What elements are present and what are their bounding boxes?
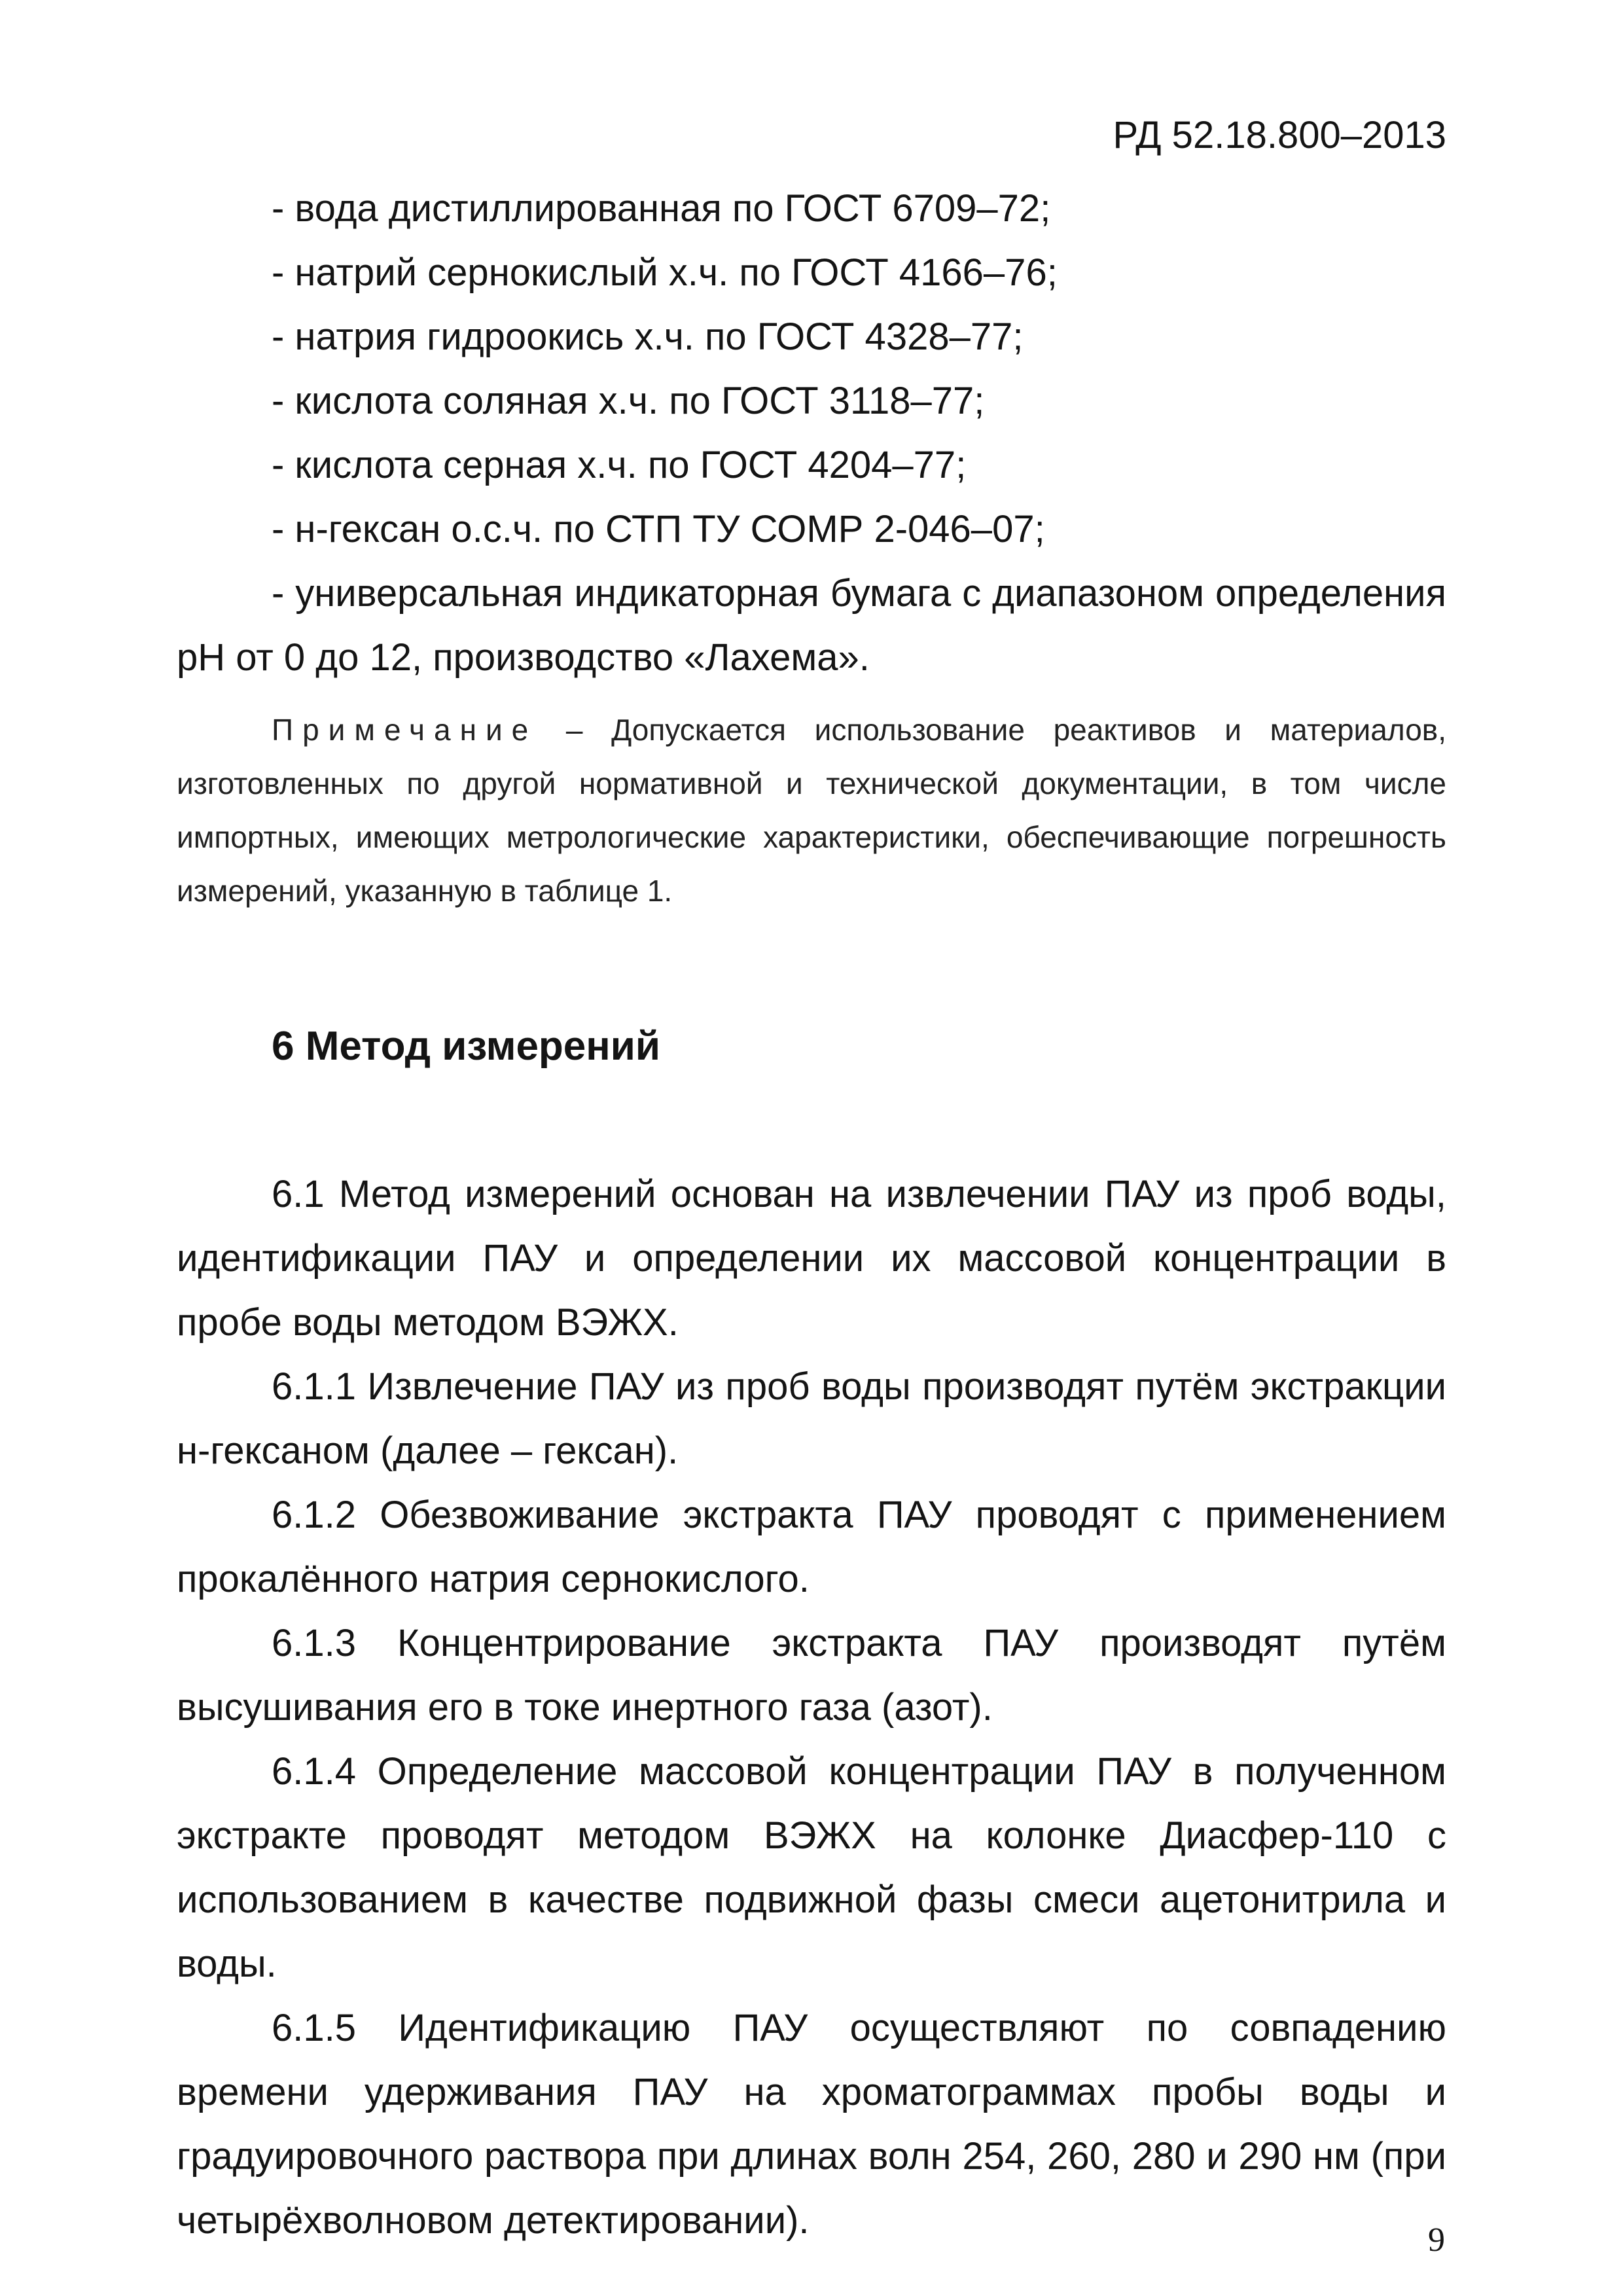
page-content [177, 177, 1446, 2253]
list-item: - кислота серная х.ч. по ГОСТ 4204–77; [272, 444, 967, 486]
page-number: 9 [1428, 2221, 1445, 2259]
list-item: - кислота соляная х.ч. по ГОСТ 3118–77; [272, 380, 985, 422]
paragraph: 6.1.4 Определение массовой концентрации ПАУ в полученном экстракте проводят методом ВЭЖХ на колонке Диасфер-110 с использованием в качестве подвижной фазы смеси ацетонитрила и воды. [177, 1750, 1446, 1985]
paragraph: 6.1.3 Концентрирование экстракта ПАУ производят путём высушивания его в токе инертного газа (азот). [177, 1622, 1446, 1729]
list-item: - натрий сернокислый х.ч. по ГОСТ 4166–76; [272, 251, 1058, 294]
paragraph: 6.1.2 Обезвоживание экстракта ПАУ проводят с применением прокалённого натрия сернокислого. [177, 1494, 1446, 1600]
paragraph: 6.1.5 Идентификацию ПАУ осуществляют по совпадению времени удерживания ПАУ на хроматограммах пробы воды и градуировочного раствора при длинах волн 254, 260, 280 и 290 нм (при четырёхволновом детектировании). [177, 2007, 1446, 2242]
list-item: - вода дистиллированная по ГОСТ 6709–72; [272, 187, 1051, 230]
list-item: - н-гексан о.с.ч. по СТП ТУ СОМР 2-046–07; [272, 508, 1045, 550]
paragraph: 6.1.1 Извлечение ПАУ из проб воды производят путём экстракции н-гексаном (далее – гексан). [177, 1365, 1446, 1472]
document-code: РД 52.18.800–2013 [1113, 114, 1446, 156]
note [177, 703, 1446, 918]
list-item: - натрия гидроокись х.ч. по ГОСТ 4328–77; [272, 315, 1024, 358]
paragraph: 6.1 Метод измерений основан на извлечении ПАУ из проб воды, идентификации ПАУ и определении их массовой концентрации в пробе воды методом ВЭЖХ. [177, 1173, 1446, 1344]
list-item: - универсальная индикаторная бумага с диапазоном определения рН от 0 до 12, производство «Лахема». [177, 572, 1446, 679]
note-label: Примечание [272, 713, 538, 747]
note-text: – Допускается использование реактивов и материалов, изготовленных по другой нормативной и технической документации, в том числе импортных, имеющих метрологические характеристики, обеспечивающие погрешность измерений, указанную в таблице 1. [177, 713, 1446, 908]
section-heading: 6 Метод измерений [272, 1024, 660, 1069]
